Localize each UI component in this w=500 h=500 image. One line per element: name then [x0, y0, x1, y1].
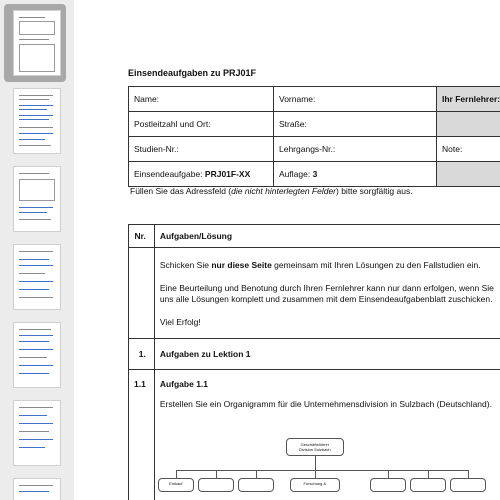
instruction-text-end: ) bitte sorgfältig aus. — [336, 186, 413, 196]
org-node-2 — [198, 478, 234, 492]
org-node-5 — [370, 478, 406, 492]
document-page — [74, 0, 500, 500]
strasse-field[interactable] — [274, 112, 437, 137]
intro-row — [129, 248, 500, 339]
name-field[interactable] — [129, 87, 274, 112]
note-field — [437, 137, 500, 162]
section-title: Aufgaben zu Lektion 1 — [154, 339, 500, 370]
task-cell — [154, 370, 500, 500]
fernlehrer-field — [437, 87, 500, 112]
page-indicator-icon — [40, 47, 54, 61]
plz-ort-label: Postleitzahl und Ort: — [134, 119, 211, 129]
einsendeaufgabe-value: PRJ01F-XX — [204, 169, 251, 179]
intro-paragraph-3: Viel Erfolg! — [159, 317, 201, 327]
auflage-value: 3 — [312, 169, 318, 179]
col-header-nr: Nr. — [129, 225, 155, 248]
note-grey-cell — [437, 162, 500, 187]
org-node-6 — [410, 478, 446, 492]
document-title: Einsendeaufgaben zu PRJ01F — [128, 68, 257, 78]
lehrgangs-nr-field[interactable] — [274, 137, 437, 162]
org-node-einkauf: Einkauf — [158, 478, 194, 492]
instruction-italic: die nicht hinterlegten Felder — [231, 186, 337, 196]
intro-paragraph-1: Schicken Sie nur diese Seite gemeinsam mit Ihren Lösungen zu den Fallstudien ein. — [159, 260, 481, 270]
org-node-3 — [238, 478, 274, 492]
studien-nr-field[interactable] — [129, 137, 274, 162]
fernlehrer-label: Ihr Fernlehrer: — [442, 94, 500, 104]
address-instruction — [130, 186, 413, 196]
vorname-field[interactable] — [274, 87, 437, 112]
instruction-text: Füllen Sie das Adressfeld ( — [130, 186, 232, 196]
org-top-line-2: Division Sulzbach — [299, 447, 331, 452]
einsendeaufgabe-label: Einsendeaufgabe: — [134, 169, 203, 179]
address-form — [128, 86, 500, 187]
studien-nr-label: Studien-Nr.: — [134, 144, 179, 154]
org-node-top — [286, 438, 344, 456]
col-header-task: Aufgaben/Lösung — [154, 225, 500, 248]
fernlehrer-grey-cell — [437, 112, 500, 137]
org-chart — [160, 430, 500, 500]
strasse-label: Straße: — [279, 119, 307, 129]
vorname-label: Vorname: — [279, 94, 316, 104]
thumbnail-sidebar — [0, 0, 75, 500]
lehrgangs-nr-label: Lehrgangs-Nr.: — [279, 144, 336, 154]
page-thumbnail-4[interactable] — [13, 244, 61, 310]
page-thumbnail-1[interactable] — [13, 10, 61, 76]
auflage-cell — [274, 162, 437, 187]
section-number: 1. — [129, 339, 155, 370]
page-thumbnail-6[interactable] — [13, 400, 61, 466]
intro-paragraph-2: Eine Beurteilung und Benotung durch Ihren Fernlehrer kann nur dann erfolgen, wenn Sie uns alle Lösungen komplett und zusammen mit dem Einsendeaufgabenblatt zuschicken. — [159, 283, 494, 304]
task-row — [129, 370, 500, 500]
section-row — [129, 339, 500, 370]
tasks-table — [128, 224, 500, 500]
page-thumbnail-2[interactable] — [13, 88, 61, 154]
task-title: Aufgabe 1.1 — [159, 379, 209, 389]
einsendeaufgabe-cell — [129, 162, 274, 187]
org-top-line-1: Geschäftsführer — [300, 442, 330, 447]
note-label: Note: — [442, 144, 463, 154]
table-header-row — [129, 225, 500, 248]
auflage-label: Auflage: — [279, 169, 311, 179]
plz-ort-field[interactable] — [129, 112, 274, 137]
page-thumbnail-5[interactable] — [13, 322, 61, 388]
page-thumbnail-7[interactable] — [13, 478, 61, 500]
org-node-7 — [450, 478, 486, 492]
task-number: 1.1 — [129, 370, 155, 500]
intro-cell — [154, 248, 500, 339]
org-node-forschung: Forschung & — [290, 478, 340, 492]
name-label: Name: — [134, 94, 160, 104]
task-text: Erstellen Sie ein Organigramm für die Unternehmensdivision in Sulzbach (Deutschland). — [159, 399, 492, 409]
page-thumbnail-3[interactable] — [13, 166, 61, 232]
